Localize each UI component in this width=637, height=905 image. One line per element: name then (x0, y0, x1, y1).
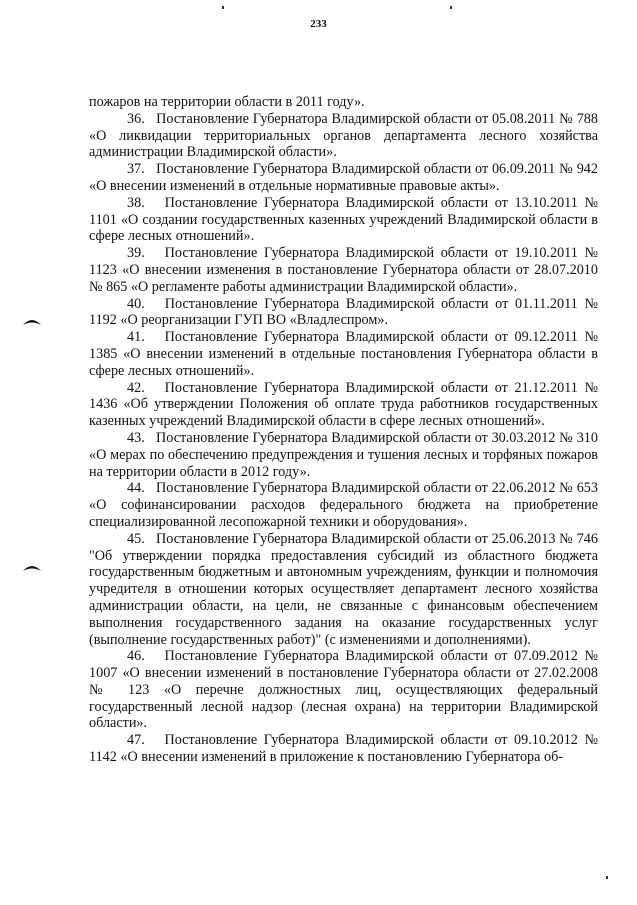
lead-paragraph: пожаров на территории области в 2011 году». (89, 94, 365, 110)
binding-hole-mark (22, 562, 42, 572)
list-item-36: 36. Постановление Губернатора Владимирской области от 05.08.2011 № 788 «О ликвидации территориальных органов департамента лесного хозяйства администрации Владимирской области». (89, 110, 598, 161)
scan-speck (450, 6, 452, 9)
list-item-41: 41. Постановление Губернатора Владимирской области от 09.12.2011 № 1385 «О внесении изменений в отдельные постановления Губернатора области в сфере лесных отношений». (89, 329, 598, 379)
scan-speck (606, 876, 608, 879)
list-item-42: 42. Постановление Губернатора Владимирской области от 21.12.2011 № 1436 «Об утверждении Положения об оплате труда работников государственных казенных учреждений Владимирской области в сфере лесных отношений». (89, 379, 598, 430)
binding-hole-mark (22, 316, 42, 326)
page-number: 233 (310, 18, 327, 30)
scan-speck (222, 6, 224, 9)
list-item-47: 47. Постановление Губернатора Владимирской области от 09.10.2012 № 1142 «О внесении изменений в приложение к постановлению Губернатора об- (89, 732, 598, 766)
list-item-44: 44. Постановление Губернатора Владимирской области от 22.06.2012 № 653 «О софинансировании расходов федерального бюджета на приобретение специализированной лесопожарной техники и оборудования». (89, 480, 598, 530)
list-item-37: 37. Постановление Губернатора Владимирской области от 06.09.2011 № 942 «О внесении изменений в отдельные нормативные правовые акты». (89, 161, 598, 194)
document-body (89, 94, 598, 766)
list-item-43: 43. Постановление Губернатора Владимирской области от 30.03.2012 № 310 «О мерах по обеспечению предупреждения и тушения лесных и торфяных пожаров на территории области в 2012 году». (89, 429, 598, 480)
list-item-39: 39. Постановление Губернатора Владимирской области от 19.10.2011 № 1123 «О внесении изменения в постановление Губернатора области от 28.07.2010 № 865 «О регламенте работы администрации Владимирской области». (89, 245, 598, 295)
list-item-40: 40. Постановление Губернатора Владимирской области от 01.11.2011 № 1192 «О реорганизации ГУП ВО «Владлеспром». (89, 295, 598, 329)
list-item-38: 38. Постановление Губернатора Владимирской области от 13.10.2011 № 1101 «О создании государственных казенных учреждений Владимирской области в сфере лесных отношений». (89, 194, 598, 245)
list-item-45: 45. Постановление Губернатора Владимирской области от 25.06.2013 № 746 "Об утверждении порядка предоставления субсидий из областного бюджета государственным бюджетным и автономным учреждениям, функции и полномочия учредителя в отношении которых осуществляет департамент лесного хозяйства администрации области, на цели, не связанные с финансовым обеспечением выполнения государственного задания на оказание государственных услуг (выполнение государственных работ)" (с изменениями и дополнениями). (89, 530, 598, 648)
list-item-46: 46. Постановление Губернатора Владимирской области от 07.09.2012 № 1007 «О внесении изменений в постановление Губернатора области от 27.02.2008 № 123 «О перечне должностных лиц, осуществляющих федеральный государственный лесной надзор (лесная охрана) на территории Владимирской области». (89, 648, 598, 732)
